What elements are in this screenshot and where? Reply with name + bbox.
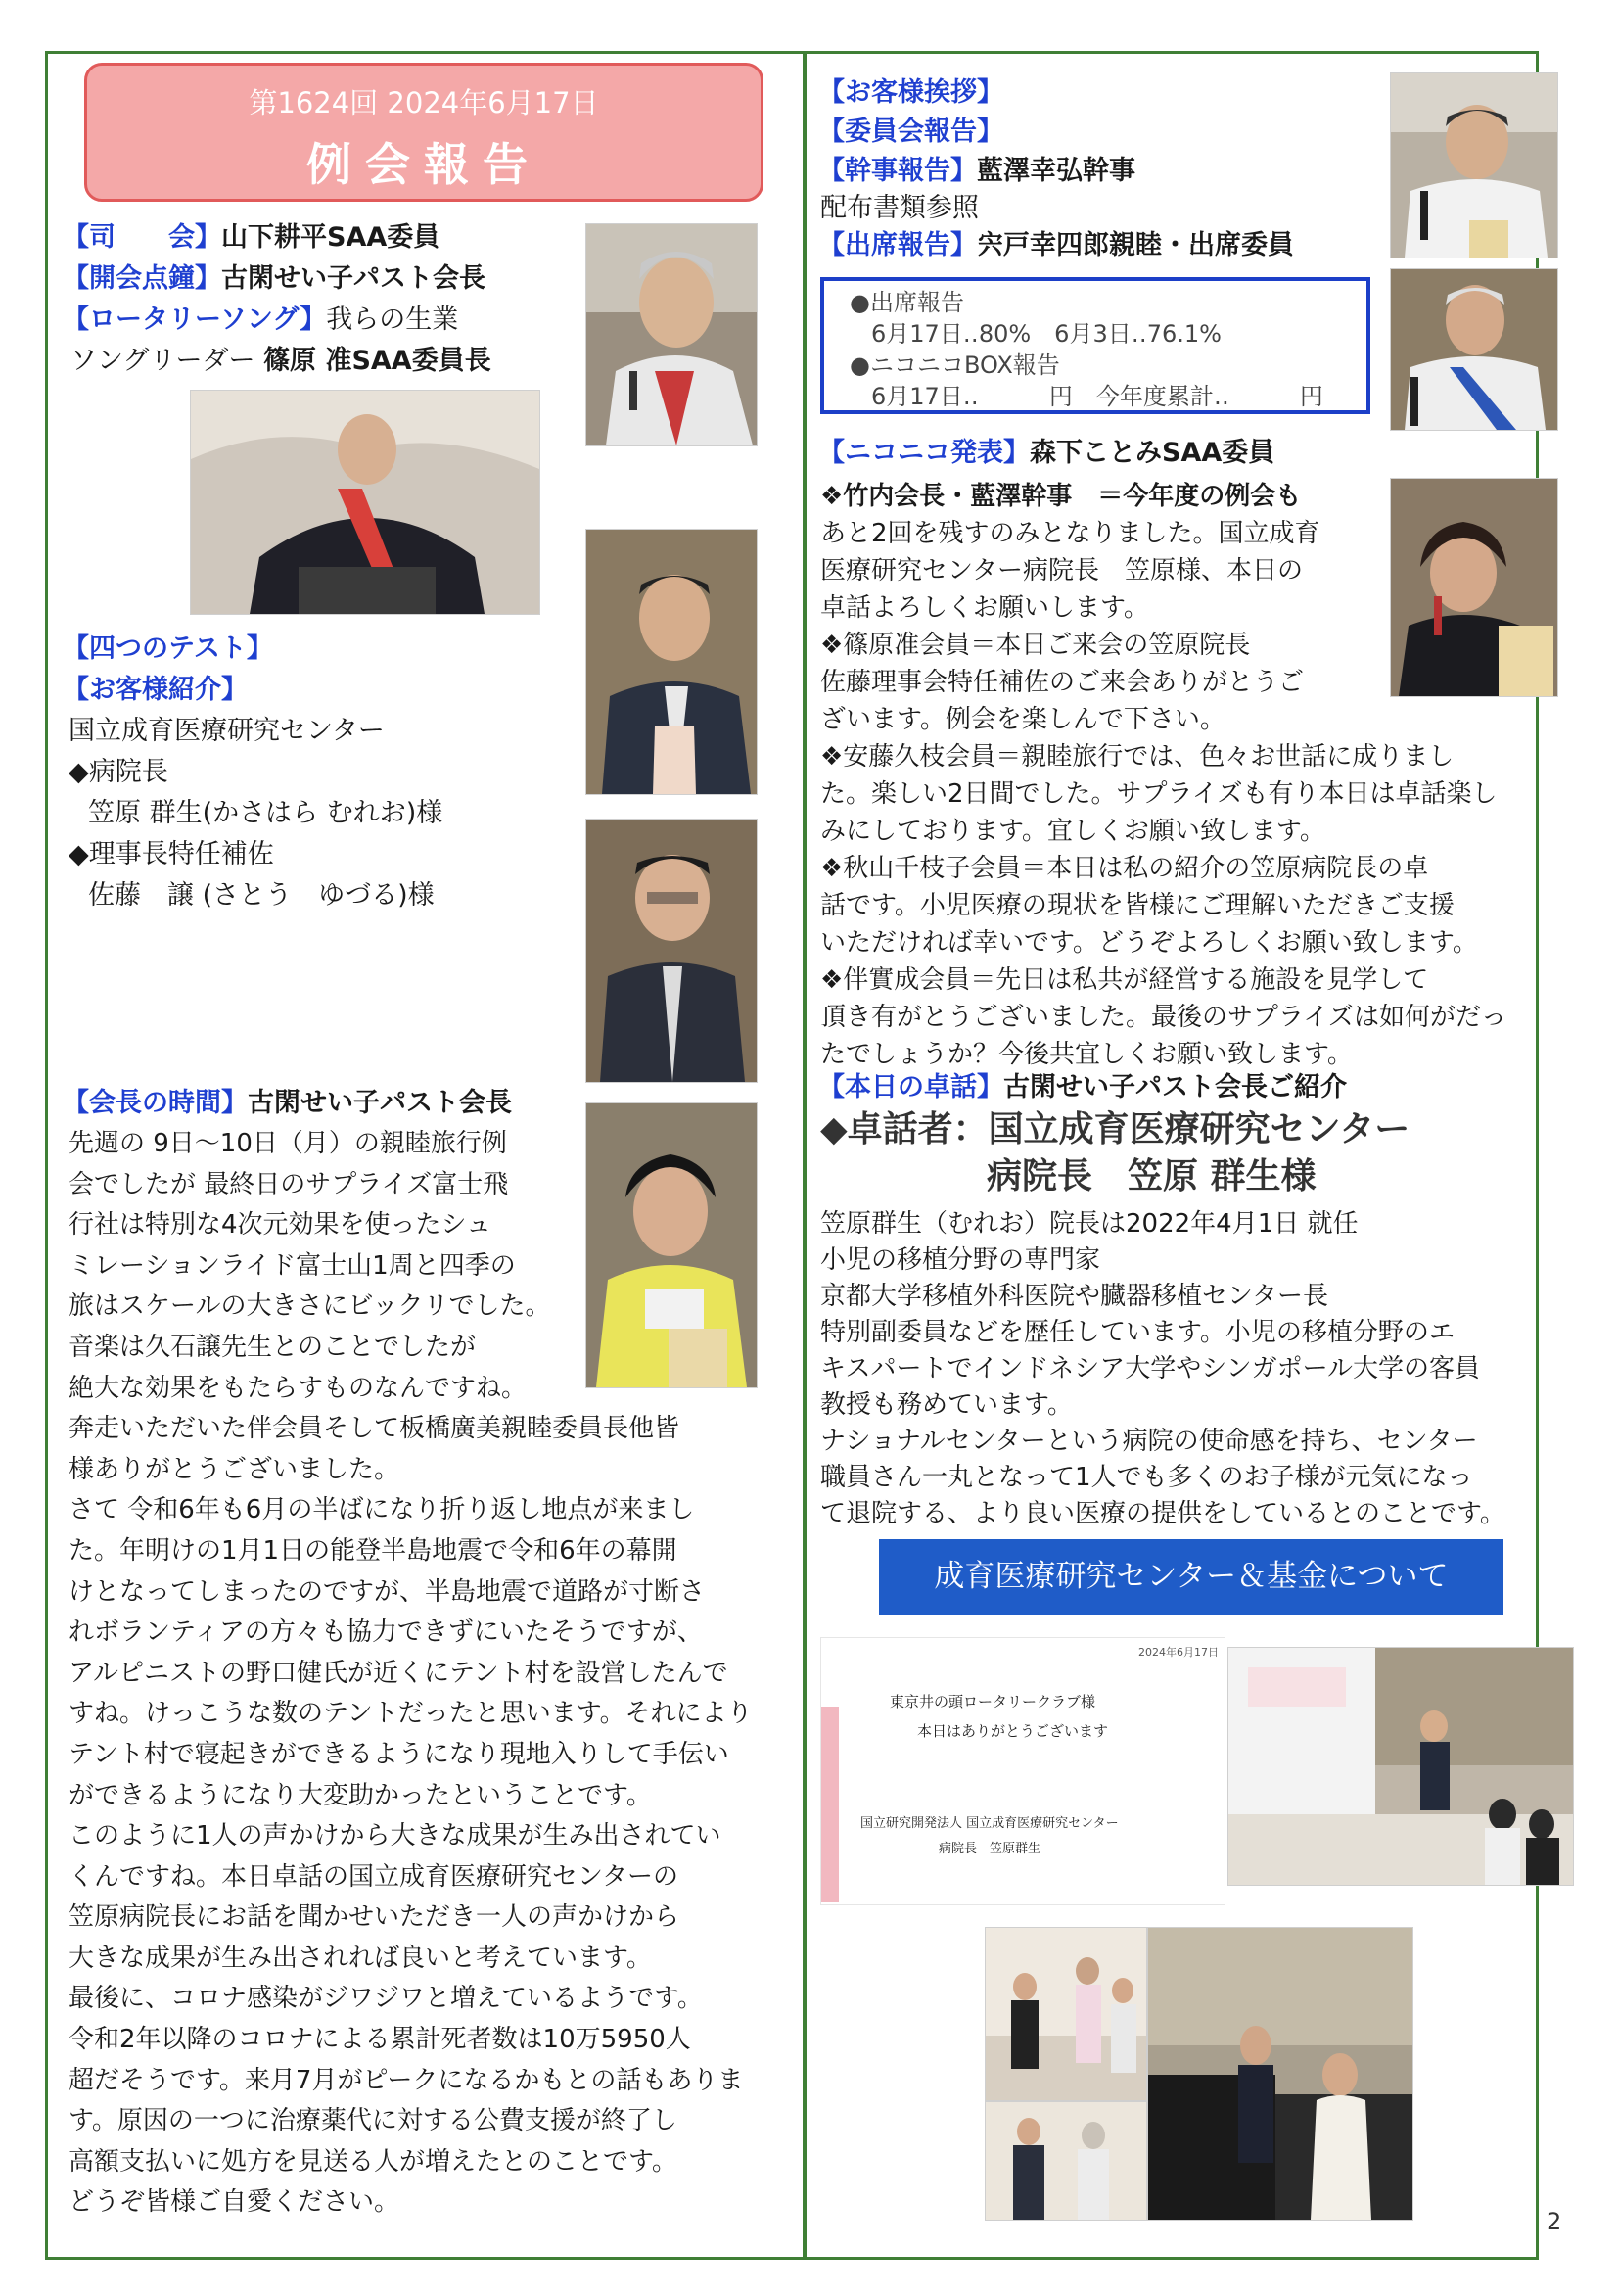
slide-date: 2024年6月17日 (1138, 1646, 1219, 1659)
banner-subtitle: 第1624回 2024年6月17日 (249, 86, 599, 119)
man-reading-photo (1391, 73, 1557, 258)
text-line: た。楽しい2日間でした。サプライズも有り本日は卓話楽し (820, 779, 1498, 809)
text-line: 頂き有がとうございました。最後のサプライズは如何がだっ (820, 1003, 1506, 1032)
lecture-room-scene (1228, 1648, 1573, 1885)
man-with-blue-sash-photo (1391, 269, 1557, 430)
text-line: ❖安藤久枝会員＝親睦旅行では、色々お世話に成りまし (820, 742, 1455, 772)
text-line: 様ありがとうございました。 (69, 1454, 400, 1484)
text-line: 笠原病院長にお話を聞かせいただき一人の声かけから (69, 1902, 680, 1933)
text-line: す。原因の一つに治療薬代に対する公費支援が終了し (69, 2106, 677, 2136)
text-line: ❖竹内会長・藍澤幹事 ＝今年度の例会も (820, 482, 1302, 511)
speaker-line-2: 病院長 笠原 群生様 (987, 1156, 1317, 1196)
nikoniko-messages (820, 478, 1506, 1073)
page-number: 2 (1547, 2208, 1562, 2235)
text-line: このように1人の声かけから大きな成果が生み出されてい (69, 1821, 721, 1851)
hallway-visit-photo (986, 2102, 1146, 2220)
text-line: た。年明けの1月1日の能登半島地震で令和6年の幕開 (69, 1535, 677, 1566)
text-line: すね。けっこうな数のテントだったと思います。それにより (69, 1699, 753, 1729)
text-line: けとなってしまったのですが、半島地震で道路が寸断さ (69, 1576, 706, 1607)
text-line: ナショナルセンターという病院の使命感を持ち、センター (820, 1427, 1478, 1456)
text-line: 教授も務めています。 (820, 1390, 1073, 1420)
text-line: 令和2年以降のコロナによる累計死者数は10万5950人 (69, 2025, 691, 2055)
text-line: ざいます。例会を楽しんで下さい。 (820, 705, 1225, 734)
attendance-line: 【出席報告】宍戸幸四郎親睦・出席委員 (818, 230, 1294, 260)
man-in-suit-photo (586, 530, 757, 794)
text-line: 先週の 9日～10日（月）の親睦旅行例 (69, 1129, 507, 1158)
text-line: 笠原群生（むれお）院長は2022年4月1日 就任 (820, 1209, 1359, 1239)
slide-line-4: 病院長 笠原群生 (939, 1842, 1041, 1856)
man-speaking-photo (586, 224, 757, 445)
attendance-photo (1390, 268, 1558, 431)
guest-intro-heading: 【お客様紹介】 (63, 675, 248, 705)
text-line: 特別副委員などを歴任しています。小児の移植分野のエ (820, 1318, 1455, 1347)
guest-photo-1 (585, 529, 758, 795)
speaker-line-1: ◆卓話者：国立成育医療研究センター (820, 1109, 1410, 1149)
guest1-title: ◆病院長 (69, 757, 168, 787)
text-line: いただければ幸いです。どうぞよろしくお願い致します。 (820, 928, 1478, 958)
text-line: 話です。小児医療の現状を皆様にご理解いただきご支援 (820, 891, 1455, 920)
man-with-sash-photo (191, 391, 539, 614)
guest-organization: 国立成育医療研究センター (69, 716, 385, 746)
today-speech-line: 【本日の卓話】古閑せい子パスト会長ご紹介 (818, 1072, 1347, 1102)
song-leader-line: ソングリーダー 篠原 准SAA委員長 (70, 346, 491, 376)
opening-bell-line: 【開会点鐘】古閑せい子パスト会長 (63, 263, 485, 294)
text-line: くんですね。本日卓話の国立成育医療研究センターの (69, 1861, 678, 1892)
text-line: 医療研究センター病院長 笠原様、本日の (820, 556, 1303, 586)
car-arrival-photo (1148, 1928, 1412, 2220)
text-line: ❖伴實成会員＝先日は私共が経営する施設を見学して (820, 965, 1429, 995)
nikoniko-box-heading: ●ニコニコBOX報告 (850, 351, 1060, 379)
text-line: たでしょうか？今後共宜しくお願い致します。 (820, 1040, 1353, 1069)
text-line: 高額支払いに処方を見送る人が増えたとのことです。 (69, 2146, 677, 2177)
emcee-line: 【司 会】山下耕平SAA委員 (63, 222, 440, 253)
nikoniko-line: 【ニコニコ発表】森下ことみSAA委員 (818, 438, 1275, 468)
text-line: 京都大学移植外科医院や臓器移植センター長 (820, 1282, 1328, 1311)
guest-photo-2 (585, 819, 758, 1083)
text-line: 職員さん一丸となって1人でも多くのお子様が元気になっ (820, 1463, 1473, 1492)
text-line: ❖秋山千枝子会員＝本日は私の紹介の笠原病院長の卓 (820, 854, 1429, 883)
text-line: 小児の移植分野の専門家 (820, 1245, 1101, 1275)
slide-accent-bar (821, 1707, 839, 1902)
text-line: 行社は特別な4次元効果を使ったシュ (69, 1210, 492, 1241)
text-line: て退院する、より良い医療の提供をしているとのことです。 (820, 1499, 1505, 1528)
rotary-song-line: 【ロータリーソング】我らの生業 (63, 305, 459, 335)
secretary-note: 配布書類参照 (820, 193, 979, 223)
text-line: 絶大な効果をもたらすものなんですね。 (69, 1373, 528, 1403)
text-line: ミレーションライド富士山1周と四季の (69, 1250, 516, 1281)
text-line: 大きな成果が生み出されれば良いと考えています。 (69, 1943, 652, 1973)
attendance-report-values: 6月17日‥80% 6月3日‥76.1% (871, 320, 1222, 348)
text-line: ❖篠原准会員＝本日ご来会の笠原院長 (820, 631, 1251, 660)
text-line: れボランティアの方々も協力できずにいたそうですが、 (69, 1617, 703, 1648)
committee-heading: 【委員会報告】 (818, 117, 1003, 147)
guest2-name: 佐藤 譲 (さとう ゆづる)様 (88, 880, 435, 911)
slide-line-1: 東京井の頭ロータリークラブ様 (890, 1693, 1096, 1710)
banner-title: 例会報告 (306, 138, 541, 191)
text-line: どうぞ皆様ご自愛ください。 (69, 2187, 400, 2218)
slide-line-3: 国立研究開発法人 国立成育医療研究センター (860, 1816, 1119, 1831)
text-line: ができるようになり大変助かったということです。 (69, 1780, 652, 1810)
text-line: キスパートでインドネシア大学やシンガポール大学の客員 (820, 1354, 1481, 1383)
text-line: 奔走いただいた伴会員そして板橋廣美親睦委員長他皆 (69, 1414, 680, 1444)
presentation-slide (820, 1637, 1225, 1905)
visit-photo-1 (985, 1927, 1147, 2101)
group-visit-photo (986, 1928, 1146, 2100)
text-line: 卓話よろしくお願いします。 (820, 593, 1149, 623)
text-line: アルピニストの野口健氏が近くにテント村を設営したんで (69, 1658, 728, 1688)
nikoniko-box-values: 6月17日‥ 円 今年度累計‥ 円 (871, 383, 1323, 410)
president-time-heading: 【会長の時間】古閑せい子パスト会長 (63, 1088, 512, 1118)
secretary-photo (1390, 72, 1558, 258)
visit-photo-3 (985, 2101, 1147, 2221)
emcee-photo (585, 223, 758, 446)
attendance-report-heading: ●出席報告 (850, 289, 964, 316)
text-line: 佐藤理事会特任補佐のご来会ありがとうご (820, 668, 1305, 697)
text-line: 会でしたが 最終日のサプライズ富士飛 (69, 1169, 509, 1199)
guest2-title: ◆理事長特任補佐 (69, 839, 274, 869)
guest1-name: 笠原 群生(かさはら むれお)様 (88, 798, 443, 828)
text-line: 最後に、コロナ感染がジワジワと増えているようです。 (69, 1984, 703, 2014)
man-with-glasses-photo (586, 820, 757, 1082)
guest-greeting-heading: 【お客様挨拶】 (818, 77, 1003, 108)
text-line: さて 令和6年も6月の半ばになり折り返し地点が来まし (69, 1495, 695, 1525)
secretary-line: 【幹事報告】藍澤幸弘幹事 (818, 156, 1135, 186)
text-line: みにしております。宜しくお願い致します。 (820, 817, 1325, 846)
text-line: 音楽は久石譲先生とのことでしたが (69, 1332, 477, 1362)
visit-photo-2 (1147, 1927, 1413, 2221)
attendance-box (820, 277, 1370, 414)
president-text (69, 1124, 753, 2224)
text-line: あと2回を残すのみとなりました。国立成育 (820, 519, 1320, 548)
speaker-bio (820, 1206, 1505, 1532)
text-line: 旅はスケールの大きさにビックリでした。 (69, 1291, 551, 1322)
report-banner (84, 63, 763, 202)
text-line: テント村で寝起きができるようになり現地入りして手伝い (69, 1739, 729, 1769)
lecture-room-photo (1227, 1647, 1574, 1886)
foundation-info-button[interactable]: 成育医療研究センター＆基金について (879, 1539, 1503, 1615)
song-leader-photo (190, 390, 540, 615)
text-line: 超だそうです。来月7月がピークになるかもとの話もありま (69, 2065, 744, 2095)
slide-line-2: 本日はありがとうございます (917, 1722, 1109, 1740)
four-tests-heading: 【四つのテスト】 (63, 633, 273, 664)
